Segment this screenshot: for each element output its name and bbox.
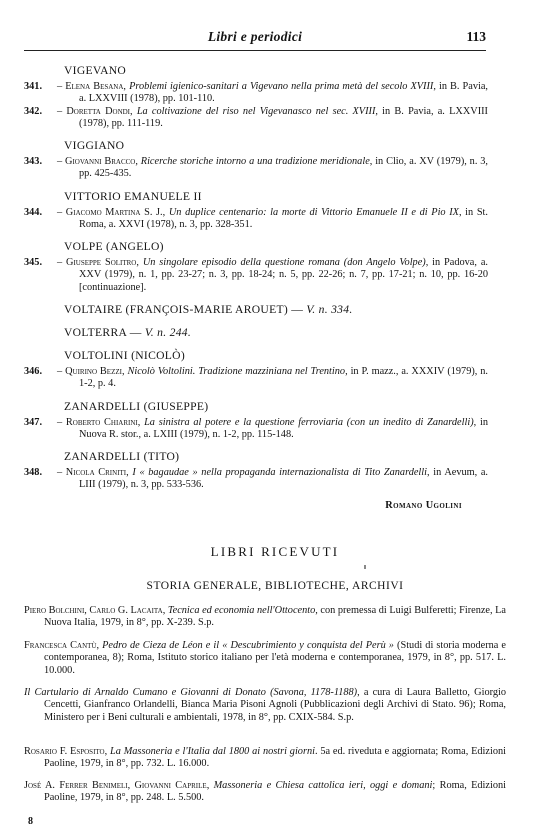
entry-title: La sinistra al potere e la questione ferroviaria (con un inedito di Zanardelli) [144, 417, 474, 428]
entry-title: Un duplice centenario: la morte di Vittorio Emanuele II e di Pio IX [168, 207, 459, 218]
bibliography-entry: 344. – Giacomo Martina S. J., Un duplice centenario: la morte di Vittorio Emanuele II e di Pio IX, in St. Roma, a. XXVI (1978), n. 3, pp. 328-351. [24, 207, 488, 231]
subject-heading: VITTORIO EMANUELE II [64, 190, 202, 203]
book-authors: Piero Bolchini, Carlo G. Lacaita [24, 605, 163, 616]
subject-heading: VIGGIANO [64, 139, 125, 152]
subject-heading: VIGEVANO [64, 64, 127, 77]
reviewer-signature: Romano Ugolini [385, 500, 462, 511]
book-entry [24, 687, 506, 724]
book-title: Tecnica ed economia nell'Ottocento [167, 605, 316, 616]
signature-mark: 8 [28, 816, 33, 827]
book-title: Il Cartulario di Arnaldo Cumano e Giovanni di Donato (Savona, 1178-1188) [24, 687, 358, 698]
running-title: Libri e periodici [207, 29, 303, 44]
entry-citation: , in Padova, a. XXV (1979), n. 1, pp. 23-27; n. 3, pp. 18-24; n. 5, pp. 22-26; n. 7, pp. 17-21; n. 10, pp. 16-20 [continuazione]. [79, 257, 488, 293]
bibliography-entry: 346. – Quirino Bezzi, Nicolò Voltolini. Tradizione mazziniana nel Trentino, in P. mazz., a. XXXIV (1979), n. 1-2, p. 4. [24, 366, 489, 390]
book-entry: José A. Ferrer Benimeli, Giovanni Caprile, Massoneria e Chiesa cattolica ieri, oggi e domani; Roma, Edizioni Paoline, 1979, in 8°, pp. 248. L. 5.500. [24, 780, 506, 804]
book-details: (Studi di storia moderna e contemporanea, 8); Roma, Istituto storico italiano per l'età moderna e contemporanea, 1979, in 8°, pp. 517. L. 10.000. [44, 640, 507, 676]
entry-number: 347. [24, 417, 43, 428]
entry-author: Nicola Criniti [65, 467, 127, 478]
book-details: ; Roma, Edizioni Paoline, 1979, in 8°, pp. 248. L. 5.500. [44, 780, 506, 804]
entry-author: Roberto Chiarini [65, 417, 138, 428]
entry-author: Quirino Bezzi [65, 366, 122, 377]
entry-author: Elena Besana [65, 81, 124, 92]
entry-number: 348. [24, 467, 43, 478]
entry-citation: , in B. Pavia, a. LXXVIII (1978), pp. 111-119. [79, 106, 488, 130]
entry-title: I « bagaudae » nella propaganda internazionalista di Tito Zanardelli [132, 467, 428, 478]
cross-reference: V. n. 244. [144, 326, 192, 339]
cross-reference-heading [64, 326, 191, 339]
entry-citation: , in St. Roma, a. XXVI (1978), n. 3, pp. 328-351. [79, 207, 488, 231]
entry-number: 343. [24, 156, 43, 167]
book-authors: José A. Ferrer Benimeli, Giovanni Caprile [24, 780, 207, 791]
subject-heading: VOLPE (ANGELO) [64, 240, 164, 253]
entry-citation: , in B. Pavia, a. LXXVIII (1978), pp. 101-110. [79, 81, 488, 105]
running-head [24, 28, 486, 51]
heading-text: VOLTAIRE (FRANÇOIS-MARIE AROUET) — [64, 303, 304, 316]
bibliography-entry: 343. – Giovanni Bracco, Ricerche storiche intorno a una tradizione meridionale, in Clio, a. XV (1979), n. 3, pp. 425-435. [24, 156, 488, 180]
heading-text: VOLTERRA — [64, 326, 142, 339]
entry-author: Doretta Dondi [66, 106, 131, 117]
book-entry: Piero Bolchini, Carlo G. Lacaita, Tecnica ed economia nell'Ottocento, con premessa di Luigi Bulferetti; Firenze, La Nuova Italia, 1979, in 8°, pp. X-239. S.p. [24, 605, 506, 629]
book-title: La Massoneria e l'Italia dal 1800 ai nostri giorni [110, 746, 315, 757]
cross-reference: V. n. 334. [306, 303, 353, 316]
bibliography-entry: 342. – Doretta Dondi, La coltivazione del riso nel Vigevanasco nel sec. XVIII, in B. Pavia, a. LXXVIII (1978), pp. 111-119. [24, 106, 488, 130]
bibliography-entry: 348. – Nicola Criniti, I « bagaudae » nella propaganda internazionalista di Tito Zanardelli, in Aevum, a. LIII (1979), n. 3, pp. 533-536. [24, 467, 489, 491]
entry-number: 346. [24, 366, 43, 377]
book-details: , con premessa di Luigi Bulferetti; Firenze, La Nuova Italia, 1979, in 8°, pp. X-239. S.p. [44, 605, 506, 629]
entry-author: Giuseppe Solitro [66, 257, 137, 268]
entry-number: 342. [24, 106, 43, 117]
cross-reference-heading [64, 303, 353, 316]
book-details: . 5a ed. riveduta e aggiornata; Roma, Edizioni Paoline, 1979, in 8°, pp. 732. L. 16.000. [44, 746, 506, 770]
bibliography-entry: 347. – Roberto Chiarini, La sinistra al potere e la questione ferroviaria (con un inedito di Zanardelli), in Nuova R. stor., a. LXIII (1979), n. 1-2, pp. 115-148. [24, 417, 488, 441]
entry-title: Ricerche storiche intorno a una tradizione meridionale [140, 156, 370, 167]
entry-number: 341. [24, 81, 43, 92]
book-authors: Rosario F. Esposito [24, 746, 105, 757]
entry-citation: , in Nuova R. stor., a. LXIII (1979), n. 1-2, pp. 115-148. [79, 417, 488, 441]
entry-title: Problemi igienico-sanitari a Vigevano nella prima metà del secolo XVIII [129, 81, 434, 92]
bibliography-entry: 341. – Elena Besana, Problemi igienico-sanitari a Vigevano nella prima metà del secolo XVIII, in B. Pavia, a. LXXVIII (1978), pp. 101-110. [24, 81, 488, 105]
subject-heading: ZANARDELLI (GIUSEPPE) [64, 400, 209, 413]
entry-author: Giacomo Martina S. J. [65, 207, 163, 218]
subject-heading: VOLTOLINI (NICOLÒ) [64, 349, 185, 362]
book-details: , a cura di Laura Balletto, Giorgio Cencetti, Gianfranco Orlandelli, Bianca Maria Pisoni Agnoli (Pubblicazioni degli Archivi di Stato. 96); Roma, Ministero per i Beni culturali e ambientali, 1978, in 8°, pp. CXIX-584. S.p. [44, 687, 506, 723]
book-entry: Rosario F. Esposito, La Massoneria e l'Italia dal 1800 ai nostri giorni. 5a ed. riveduta e aggiornata; Roma, Edizioni Paoline, 1979, in 8°, pp. 732. L. 16.000. [24, 746, 506, 770]
print-mark [364, 565, 366, 569]
book-title: Pedro de Cieza de Léon e il « Descubrimiento y conquista del Perù » [102, 640, 394, 651]
entry-citation: , in P. mazz., a. XXXIV (1979), n. 1-2, p. 4. [79, 366, 489, 390]
subject-heading: ZANARDELLI (TITO) [64, 450, 180, 463]
section-title: LIBRI RICEVUTI [210, 544, 340, 559]
entry-citation: , in Aevum, a. LIII (1979), n. 3, pp. 533-536. [79, 467, 489, 491]
book-entry: Francesca Cantù, Pedro de Cieza de Léon e il « Descubrimiento y conquista del Perù » (Studi di storia moderna e contemporanea, 8); Roma, Istituto storico italiano per l'età moderna e contemporanea, 1979, in 8°, pp. 517. L. 10.000. [24, 640, 507, 676]
entry-author: Giovanni Bracco [65, 156, 136, 167]
entry-number: 344. [24, 207, 43, 218]
entry-number: 345. [24, 257, 43, 268]
book-title: Massoneria e Chiesa cattolica ieri, oggi e domani [213, 780, 433, 791]
bibliography-entry: 345. – Giuseppe Solitro, Un singolare episodio della questione romana (don Angelo Volpe), in Padova, a. XXV (1979), n. 1, pp. 23-27; n. 3, pp. 18-24; n. 5, pp. 22-26; n. 7, pp. 17-21; n. 10, pp. 16-20 [continuazione]. [24, 257, 488, 293]
book-authors: Francesca Cantù [24, 640, 97, 651]
section-subtitle: STORIA GENERALE, BIBLIOTECHE, ARCHIVI [146, 580, 404, 592]
page-number: 113 [466, 29, 486, 44]
entry-title: Un singolare episodio della questione romana (don Angelo Volpe) [142, 257, 426, 268]
entry-title: Nicolò Voltolini. Tradizione mazziniana nel Trentino [127, 366, 346, 377]
entry-citation: , in Clio, a. XV (1979), n. 3, pp. 425-435. [79, 156, 488, 180]
entry-title: La coltivazione del riso nel Vigevanasco nel sec. XVIII [136, 106, 376, 117]
